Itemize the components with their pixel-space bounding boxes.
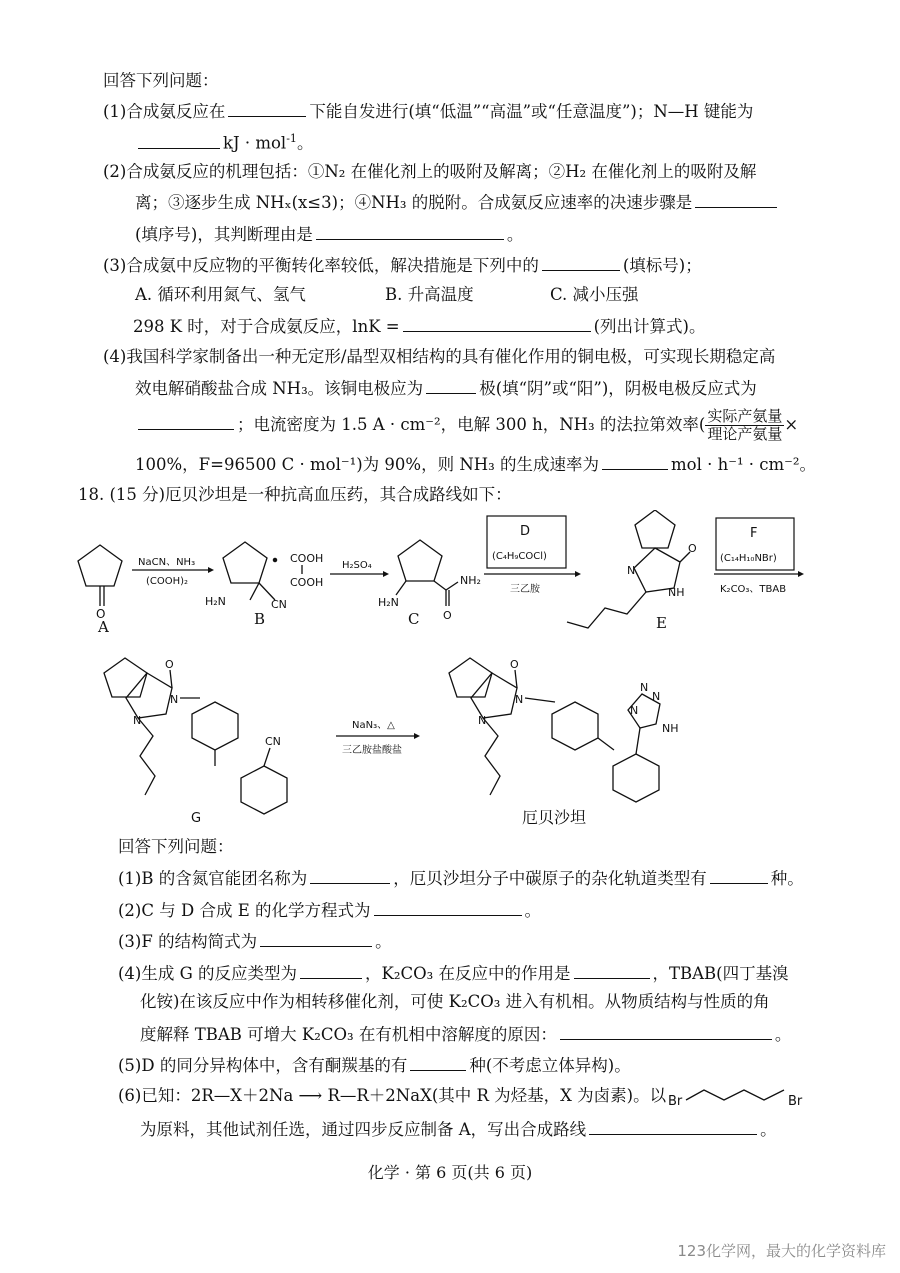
q18-intro: 回答下列问题：	[118, 837, 234, 856]
q17-part3-option-a: A. 循环利用氮气、氢气	[135, 285, 306, 304]
answer-blank[interactable]	[300, 961, 362, 979]
reagent-1-top: NaCN、NH₃	[138, 557, 196, 568]
compound-g	[104, 658, 287, 814]
q18-part6-line1: (6)已知：2R—X＋2Na ⟶ R—R＋2NaX(其中 R 为烃基，X 为卤素)。以	[118, 1086, 667, 1105]
compound-e	[567, 510, 697, 628]
answer-blank[interactable]	[403, 314, 591, 332]
reagent-5-top: NaN₃、△	[352, 720, 395, 731]
atom-cooh-2: COOH	[290, 576, 324, 589]
q18-part1: (1)B 的含氮官能团名称为 ，厄贝沙坦分子中碳原子的杂化轨道类型有 种。	[118, 866, 804, 890]
q17-part2-line2: 离；③逐步生成 NHₓ(x≤3)；④NH₃ 的脱附。合成氨反应速率的决速步骤是	[135, 190, 780, 214]
q17-part4-line2: 效电解硝酸盐合成 NH₃。该铜电极应为 极(填“阴”或“阳”)，阴极电极反应式为	[135, 376, 757, 400]
answer-blank[interactable]	[426, 376, 476, 394]
reagent-3-bottom: 三乙胺	[510, 584, 540, 595]
q17-part3-option-c: C. 减小压强	[550, 285, 639, 304]
reagent-1-bottom: (COOH)₂	[146, 576, 189, 587]
q18-part4-line2: 化铵)在该反应中作为相转移催化剂，可使 K₂CO₃ 进入有机相。从物质结构与性质的角	[140, 992, 770, 1011]
atom-n: N	[627, 564, 636, 577]
answer-blank[interactable]	[316, 222, 504, 240]
answer-blank[interactable]	[310, 866, 390, 884]
reagent-f-label: F	[750, 526, 758, 541]
label-a: A	[98, 618, 109, 636]
answer-blank[interactable]	[602, 452, 668, 470]
answer-blank[interactable]	[542, 253, 620, 271]
reagent-d-label: D	[520, 524, 531, 539]
atom-o: O	[510, 658, 519, 671]
q17-part2-line1: (2)合成氨反应的机理包括：①N₂ 在催化剂上的吸附及解离；②H₂ 在催化剂上的吸附及解	[103, 162, 757, 181]
atom-h2n: H₂N	[205, 595, 226, 608]
q17-part4-line1: (4)我国科学家制备出一种无定形/晶型双相结构的具有催化作用的铜电极，可实现长期稳定高	[103, 347, 776, 366]
q18-part2: (2)C 与 D 合成 E 的化学方程式为 。	[118, 898, 541, 922]
atom-n: N	[170, 693, 179, 706]
q18-part4-line3: 度解释 TBAB 可增大 K₂CO₃ 在有机相中溶解度的原因： 。	[140, 1022, 791, 1046]
q18-title: 18. (15 分)厄贝沙坦是一种抗高血压药，其合成路线如下：	[78, 485, 512, 504]
atom-cooh-1: COOH	[290, 552, 324, 565]
reagent-d-formula: (C₄H₉COCl)	[492, 551, 547, 562]
q17-part3-option-b: B. 升高温度	[385, 285, 474, 304]
answer-blank[interactable]	[260, 929, 372, 947]
atom-nh: NH	[662, 722, 679, 735]
synthesis-scheme	[0, 510, 900, 830]
compound-b	[205, 542, 323, 611]
alkyl-chain	[686, 1090, 784, 1100]
atom-n: N	[515, 693, 524, 706]
reagent-f-formula: (C₁₄H₁₀NBr)	[720, 553, 777, 564]
label-product: 厄贝沙坦	[522, 808, 587, 827]
q17-part3-line3: 298 K 时，对于合成氨反应，lnK = (列出计算式)。	[133, 314, 706, 338]
atom-nh: NH	[668, 586, 685, 599]
atom-o: O	[165, 658, 174, 671]
reagent-2: H₂SO₄	[342, 560, 372, 571]
page-footer: 化学 · 第 6 页(共 6 页)	[367, 1163, 533, 1182]
atom-n: N	[133, 714, 142, 727]
atom-o: O	[96, 607, 106, 621]
label-e: E	[656, 614, 667, 632]
atom-cn: CN	[265, 735, 281, 748]
label-c: C	[408, 610, 420, 628]
atom-cn: CN	[271, 598, 287, 611]
atom-o: O	[688, 542, 697, 555]
compound-product	[449, 658, 679, 802]
answer-blank[interactable]	[560, 1022, 772, 1040]
faraday-efficiency-fraction: $\frac{\text{实际产氨量}}{\text{理论产氨量}}$	[707, 407, 783, 443]
answer-blank[interactable]	[574, 961, 650, 979]
q18-part6-line2: 为原料，其他试剂任选，通过四步反应制备 A，写出合成路线 。	[140, 1117, 777, 1141]
q17-part2-line3: (填序号)，其判断理由是 。	[135, 222, 523, 246]
q17-part3-line1: (3)合成氨中反应物的平衡转化率较低，解决措施是下列中的 (填标号)；	[103, 253, 702, 277]
reagent-4-bottom: K₂CO₃、TBAB	[720, 584, 787, 595]
q17-part4-line3: ；电流密度为 1.5 A · cm⁻²，电解 300 h，NH₃ 的法拉第效率( $\frac{\text{实际产氨量}}{\text{理论产氨量}}$ ×	[135, 408, 798, 443]
q17-part1-line2: kJ · mol$^{-1}$。	[135, 128, 313, 155]
answer-blank[interactable]	[138, 131, 220, 149]
dibromide-structure	[668, 1086, 808, 1116]
answer-blank[interactable]	[589, 1117, 757, 1135]
label-g: G	[191, 811, 202, 826]
atom-br: Br	[668, 1094, 683, 1109]
atom-n: N	[630, 704, 639, 717]
q17-part1-line1: (1)合成氨反应在 下能自发进行(填“低温”“高温”或“任意温度”)；N—H 键能为	[103, 99, 753, 123]
compound-c	[378, 540, 481, 622]
answer-blank[interactable]	[228, 99, 306, 117]
answer-blank[interactable]	[710, 866, 768, 884]
q17-part4-line4: 100%，F=96500 C · mol⁻¹)为 90%，则 NH₃ 的生成速率为 mol · h⁻¹ · cm⁻²。	[135, 452, 816, 476]
label-b: B	[254, 610, 266, 628]
atom-nh2: NH₂	[460, 574, 481, 587]
answer-blank[interactable]	[410, 1053, 466, 1071]
atom-n: N	[478, 714, 487, 727]
atom-h2n: H₂N	[378, 596, 399, 609]
reagent-5-bottom: 三乙胺盐酸盐	[342, 745, 402, 756]
q18-part3: (3)F 的结构简式为 。	[118, 929, 392, 953]
q18-part5: (5)D 的同分异构体中，含有酮羰基的有 种(不考虑立体异构)。	[118, 1053, 631, 1077]
watermark: 123化学网，最大的化学资料库	[677, 1242, 886, 1260]
atom-n: N	[652, 690, 661, 703]
answer-blank[interactable]	[695, 190, 777, 208]
q17-intro: 回答下列问题：	[103, 71, 219, 90]
atom-o: O	[443, 609, 452, 622]
q18-part4-line1: (4)生成 G 的反应类型为 ，K₂CO₃ 在反应中的作用是 ，TBAB(四丁基溴	[118, 961, 789, 985]
answer-blank[interactable]	[374, 898, 522, 916]
atom-n: N	[640, 681, 649, 694]
atom-br: Br	[788, 1094, 803, 1109]
answer-blank[interactable]	[138, 412, 234, 430]
compound-a	[78, 545, 122, 621]
